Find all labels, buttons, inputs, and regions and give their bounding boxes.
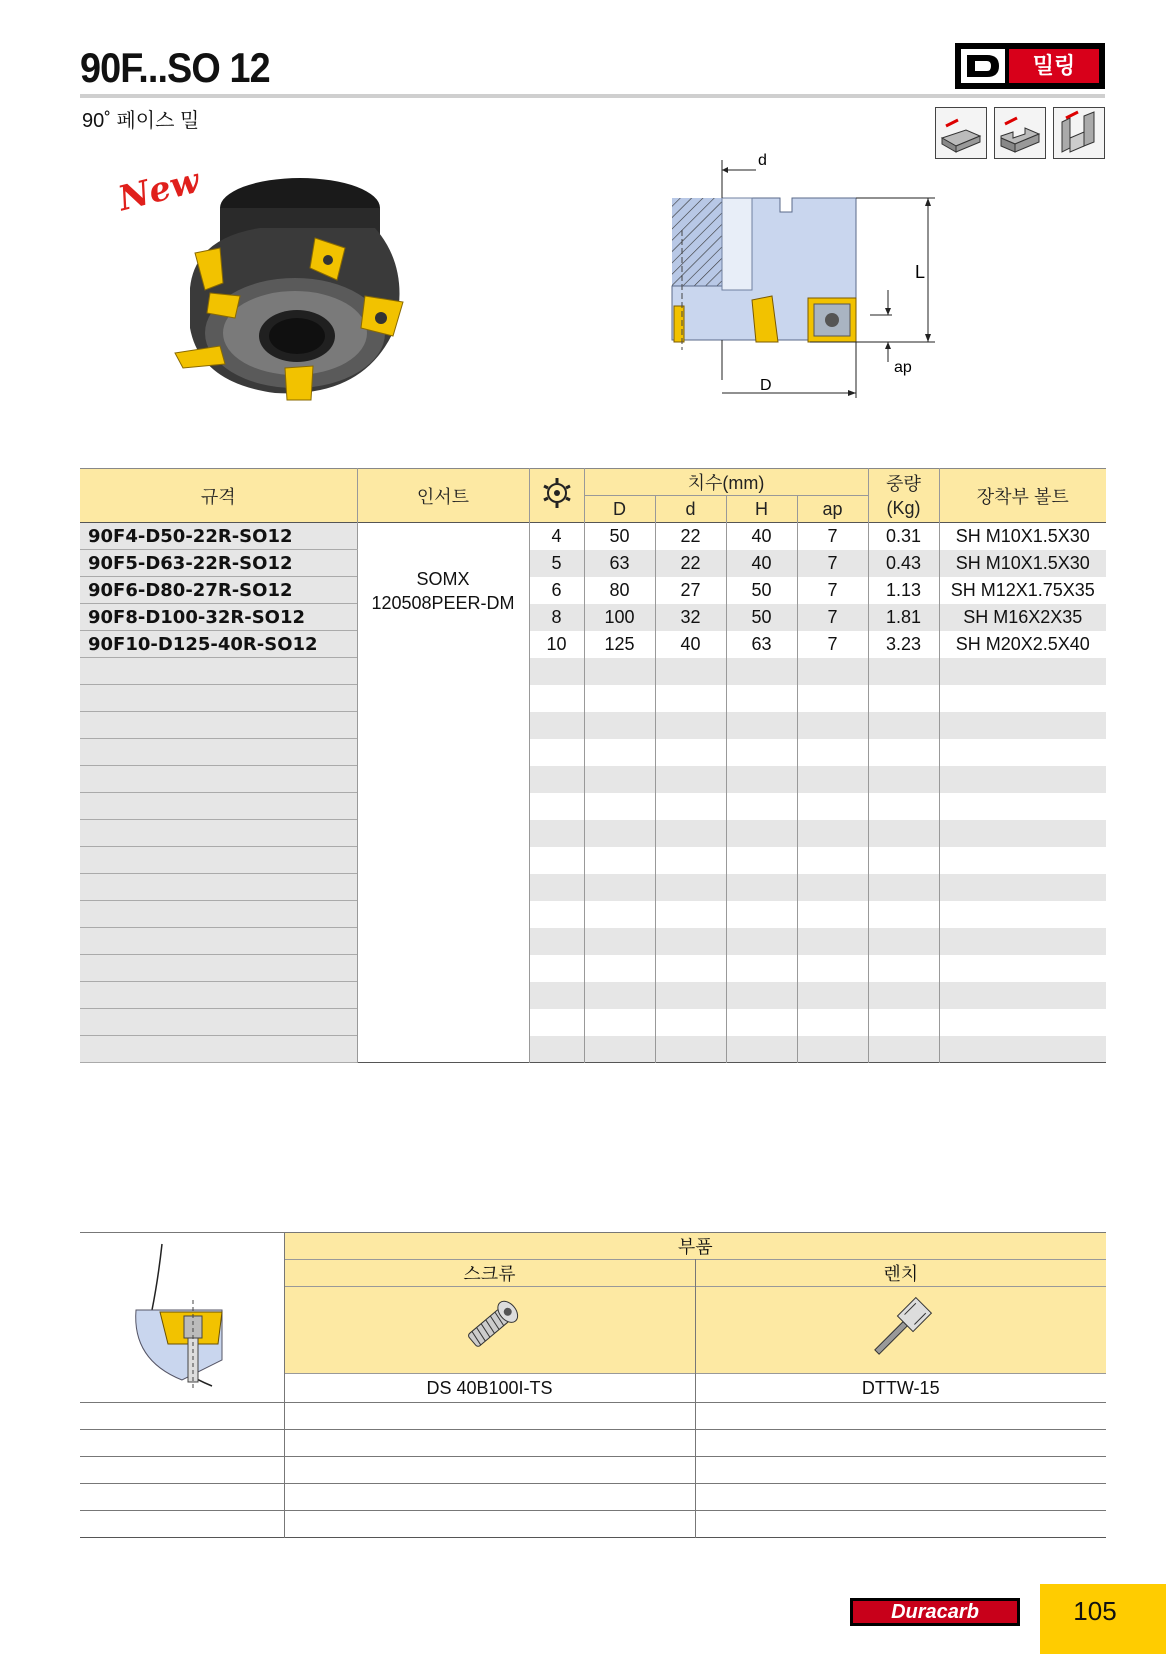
empty-cell — [797, 928, 868, 955]
empty-cell — [655, 874, 726, 901]
table-row — [80, 604, 1106, 631]
col-header-weight: 중량 (Kg) — [868, 469, 939, 523]
empty-cell — [655, 955, 726, 982]
empty-cell — [797, 793, 868, 820]
empty-table-row — [80, 1009, 1106, 1036]
dim-label-d: d — [758, 152, 767, 169]
spec-cell: 90F10-D125-40R-SO12 — [80, 631, 357, 658]
empty-cell — [584, 820, 655, 847]
empty-cell — [584, 847, 655, 874]
empty-parts-row — [80, 1511, 1106, 1538]
empty-cell — [529, 1036, 584, 1063]
empty-cell — [939, 982, 1106, 1009]
empty-cell — [797, 847, 868, 874]
empty-cell — [797, 658, 868, 685]
empty-cell — [939, 847, 1106, 874]
empty-cell — [80, 1430, 284, 1457]
D-cell: 125 — [584, 631, 655, 658]
D-cell: 50 — [584, 523, 655, 550]
spec-cell: 90F5-D63-22R-SO12 — [80, 550, 357, 577]
weight-cell: 0.43 — [868, 550, 939, 577]
empty-cell — [868, 766, 939, 793]
col-header-insert: 인서트 — [357, 469, 529, 523]
weight-cell: 3.23 — [868, 631, 939, 658]
empty-cell — [80, 1403, 284, 1430]
empty-cell — [80, 1457, 284, 1484]
ap-cell: 7 — [797, 577, 868, 604]
spec-cell — [80, 982, 357, 1009]
page-subtitle: 90˚ 페이스 밀 — [82, 110, 200, 132]
empty-cell — [797, 820, 868, 847]
empty-cell — [797, 901, 868, 928]
wrench-part-number: DTTW-15 — [695, 1374, 1106, 1403]
empty-cell — [939, 658, 1106, 685]
bolt-cell: SH M12X1.75X35 — [939, 577, 1106, 604]
empty-cell — [655, 712, 726, 739]
weight-cell: 1.81 — [868, 604, 939, 631]
dim-label-L: L — [915, 262, 926, 282]
H-cell: 40 — [726, 523, 797, 550]
empty-cell — [655, 685, 726, 712]
empty-parts-row — [80, 1430, 1106, 1457]
empty-cell — [584, 793, 655, 820]
empty-cell — [529, 793, 584, 820]
H-cell: 63 — [726, 631, 797, 658]
empty-cell — [868, 1036, 939, 1063]
D-cell: 63 — [584, 550, 655, 577]
empty-cell — [284, 1403, 695, 1430]
spec-cell — [80, 928, 357, 955]
parts-title: 부품 — [284, 1233, 1106, 1260]
d-logo-icon — [961, 49, 1005, 83]
empty-table-row — [80, 712, 1106, 739]
empty-cell — [939, 901, 1106, 928]
empty-cell — [726, 712, 797, 739]
empty-cell — [584, 901, 655, 928]
empty-cell — [655, 901, 726, 928]
table-row — [80, 631, 1106, 658]
teeth-cell: 6 — [529, 577, 584, 604]
spec-cell: 90F6-D80-27R-SO12 — [80, 577, 357, 604]
empty-cell — [655, 793, 726, 820]
empty-cell — [868, 847, 939, 874]
empty-cell — [529, 766, 584, 793]
badge-label: 밀링 — [1009, 49, 1099, 83]
empty-cell — [584, 928, 655, 955]
empty-cell — [868, 685, 939, 712]
spec-cell — [80, 685, 357, 712]
empty-cell — [529, 712, 584, 739]
page-number: 105 — [1073, 1596, 1117, 1626]
empty-cell — [695, 1457, 1106, 1484]
page-title: 90F...SO 12 — [80, 44, 270, 91]
empty-cell — [284, 1484, 695, 1511]
col-header-H: H — [726, 496, 797, 523]
empty-cell — [529, 928, 584, 955]
empty-cell — [726, 1009, 797, 1036]
d-cell: 32 — [655, 604, 726, 631]
empty-cell — [726, 955, 797, 982]
weight-cell: 0.31 — [868, 523, 939, 550]
col-header-spec: 규격 — [80, 469, 357, 523]
H-cell: 50 — [726, 577, 797, 604]
empty-cell — [939, 739, 1106, 766]
empty-cell — [529, 739, 584, 766]
empty-cell — [939, 1036, 1106, 1063]
empty-cell — [655, 820, 726, 847]
D-cell: 80 — [584, 577, 655, 604]
empty-cell — [584, 685, 655, 712]
empty-cell — [584, 766, 655, 793]
empty-cell — [529, 955, 584, 982]
teeth-cell: 4 — [529, 523, 584, 550]
empty-cell — [868, 712, 939, 739]
empty-table-row — [80, 685, 1106, 712]
spec-cell — [80, 739, 357, 766]
shoulder-milling-icon — [994, 107, 1046, 159]
ap-cell: 7 — [797, 550, 868, 577]
empty-cell — [655, 766, 726, 793]
empty-cell — [797, 1036, 868, 1063]
insert-cell: SOMX 120508PEER-DM — [357, 523, 529, 1063]
empty-cell — [726, 820, 797, 847]
ap-cell: 7 — [797, 523, 868, 550]
empty-cell — [868, 1009, 939, 1036]
new-label: New — [114, 160, 204, 220]
spec-cell — [80, 955, 357, 982]
title-divider — [80, 94, 1105, 98]
col-header-d: d — [655, 496, 726, 523]
insert-mount-drawing — [80, 1233, 284, 1403]
empty-table-row — [80, 739, 1106, 766]
empty-cell — [939, 874, 1106, 901]
col-header-dimensions: 치수(mm) — [584, 469, 868, 496]
empty-cell — [939, 712, 1106, 739]
d-cell: 22 — [655, 523, 726, 550]
ap-cell: 7 — [797, 604, 868, 631]
empty-cell — [80, 1511, 284, 1538]
empty-cell — [529, 820, 584, 847]
empty-cell — [939, 820, 1106, 847]
spec-cell: 90F8-D100-32R-SO12 — [80, 604, 357, 631]
empty-table-row — [80, 928, 1106, 955]
empty-cell — [529, 685, 584, 712]
empty-cell — [726, 928, 797, 955]
empty-cell — [797, 982, 868, 1009]
empty-parts-row — [80, 1484, 1106, 1511]
bolt-cell: SH M10X1.5X30 — [939, 523, 1106, 550]
bolt-cell: SH M20X2.5X40 — [939, 631, 1106, 658]
empty-cell — [797, 739, 868, 766]
empty-cell — [695, 1403, 1106, 1430]
wrench-image — [695, 1287, 1106, 1374]
empty-cell — [868, 901, 939, 928]
screw-part-number: DS 40B100I-TS — [284, 1374, 695, 1403]
empty-cell — [584, 712, 655, 739]
empty-cell — [584, 739, 655, 766]
empty-table-row — [80, 901, 1106, 928]
face-mill-photo — [165, 168, 425, 418]
empty-cell — [939, 766, 1106, 793]
teeth-cell: 10 — [529, 631, 584, 658]
weight-cell: 1.13 — [868, 577, 939, 604]
empty-cell — [655, 1036, 726, 1063]
empty-cell — [939, 685, 1106, 712]
empty-cell — [939, 793, 1106, 820]
table-row — [80, 550, 1106, 577]
spec-cell — [80, 874, 357, 901]
empty-cell — [868, 874, 939, 901]
spec-cell — [80, 847, 357, 874]
teeth-cell: 8 — [529, 604, 584, 631]
empty-cell — [284, 1430, 695, 1457]
dim-label-D: D — [760, 377, 772, 394]
empty-table-row — [80, 766, 1106, 793]
empty-cell — [529, 901, 584, 928]
empty-cell — [726, 739, 797, 766]
ap-cell: 7 — [797, 631, 868, 658]
empty-cell — [529, 874, 584, 901]
empty-table-row — [80, 982, 1106, 1009]
empty-cell — [868, 955, 939, 982]
empty-table-row — [80, 847, 1106, 874]
empty-cell — [797, 712, 868, 739]
H-cell: 40 — [726, 550, 797, 577]
empty-cell — [584, 874, 655, 901]
slot-milling-icon — [1053, 107, 1105, 159]
col-header-wrench: 렌치 — [695, 1260, 1106, 1287]
empty-cell — [584, 1009, 655, 1036]
table-row — [80, 577, 1106, 604]
d-cell: 22 — [655, 550, 726, 577]
parts-table — [80, 1232, 1106, 1538]
teeth-cell: 5 — [529, 550, 584, 577]
spec-cell — [80, 658, 357, 685]
empty-cell — [726, 1036, 797, 1063]
empty-cell — [655, 658, 726, 685]
empty-table-row — [80, 1036, 1106, 1063]
col-header-D: D — [584, 496, 655, 523]
empty-cell — [655, 739, 726, 766]
empty-cell — [797, 874, 868, 901]
bolt-cell: SH M16X2X35 — [939, 604, 1106, 631]
H-cell: 50 — [726, 604, 797, 631]
empty-parts-row — [80, 1403, 1106, 1430]
empty-cell — [284, 1457, 695, 1484]
duracarb-logo: Duracarb — [850, 1598, 1020, 1626]
d-cell: 40 — [655, 631, 726, 658]
empty-cell — [868, 982, 939, 1009]
D-cell: 100 — [584, 604, 655, 631]
empty-cell — [868, 820, 939, 847]
screw-icon — [450, 1293, 530, 1363]
empty-cell — [868, 928, 939, 955]
empty-cell — [726, 793, 797, 820]
empty-cell — [695, 1484, 1106, 1511]
empty-cell — [868, 739, 939, 766]
wrench-icon — [861, 1293, 941, 1363]
col-header-ap: ap — [797, 496, 868, 523]
empty-cell — [584, 955, 655, 982]
spec-cell — [80, 793, 357, 820]
d-cell: 27 — [655, 577, 726, 604]
spec-cell — [80, 820, 357, 847]
empty-cell — [655, 1009, 726, 1036]
empty-table-row — [80, 955, 1106, 982]
empty-cell — [584, 982, 655, 1009]
empty-cell — [797, 766, 868, 793]
empty-cell — [939, 1009, 1106, 1036]
empty-cell — [529, 1009, 584, 1036]
spec-cell — [80, 1009, 357, 1036]
empty-cell — [726, 766, 797, 793]
spec-cell — [80, 1036, 357, 1063]
empty-cell — [584, 1036, 655, 1063]
empty-cell — [529, 658, 584, 685]
spec-cell: 90F4-D50-22R-SO12 — [80, 523, 357, 550]
spec-table — [80, 468, 1106, 1063]
empty-cell — [655, 847, 726, 874]
empty-cell — [584, 658, 655, 685]
empty-cell — [726, 901, 797, 928]
empty-parts-row — [80, 1457, 1106, 1484]
milling-badge — [955, 43, 1105, 89]
empty-cell — [726, 685, 797, 712]
dimension-drawing — [660, 150, 960, 400]
empty-cell — [797, 1009, 868, 1036]
spec-cell — [80, 712, 357, 739]
empty-cell — [726, 874, 797, 901]
empty-cell — [726, 847, 797, 874]
empty-cell — [529, 982, 584, 1009]
empty-table-row — [80, 820, 1106, 847]
empty-cell — [726, 658, 797, 685]
empty-cell — [868, 658, 939, 685]
dim-label-ap: ap — [894, 359, 912, 376]
empty-cell — [655, 928, 726, 955]
col-header-bolt: 장착부 볼트 — [939, 469, 1106, 523]
spec-cell — [80, 766, 357, 793]
teeth-count-icon — [529, 469, 584, 523]
empty-cell — [655, 982, 726, 1009]
table-row — [80, 523, 1106, 550]
empty-table-row — [80, 874, 1106, 901]
empty-cell — [797, 685, 868, 712]
empty-table-row — [80, 793, 1106, 820]
col-header-screw: 스크류 — [284, 1260, 695, 1287]
screw-image — [284, 1287, 695, 1374]
empty-cell — [529, 847, 584, 874]
empty-cell — [726, 982, 797, 1009]
empty-table-row — [80, 658, 1106, 685]
empty-cell — [284, 1511, 695, 1538]
bolt-cell: SH M10X1.5X30 — [939, 550, 1106, 577]
empty-cell — [695, 1430, 1106, 1457]
empty-cell — [80, 1484, 284, 1511]
empty-cell — [939, 928, 1106, 955]
spec-cell — [80, 901, 357, 928]
empty-cell — [939, 955, 1106, 982]
empty-cell — [695, 1511, 1106, 1538]
empty-cell — [868, 793, 939, 820]
empty-cell — [797, 955, 868, 982]
